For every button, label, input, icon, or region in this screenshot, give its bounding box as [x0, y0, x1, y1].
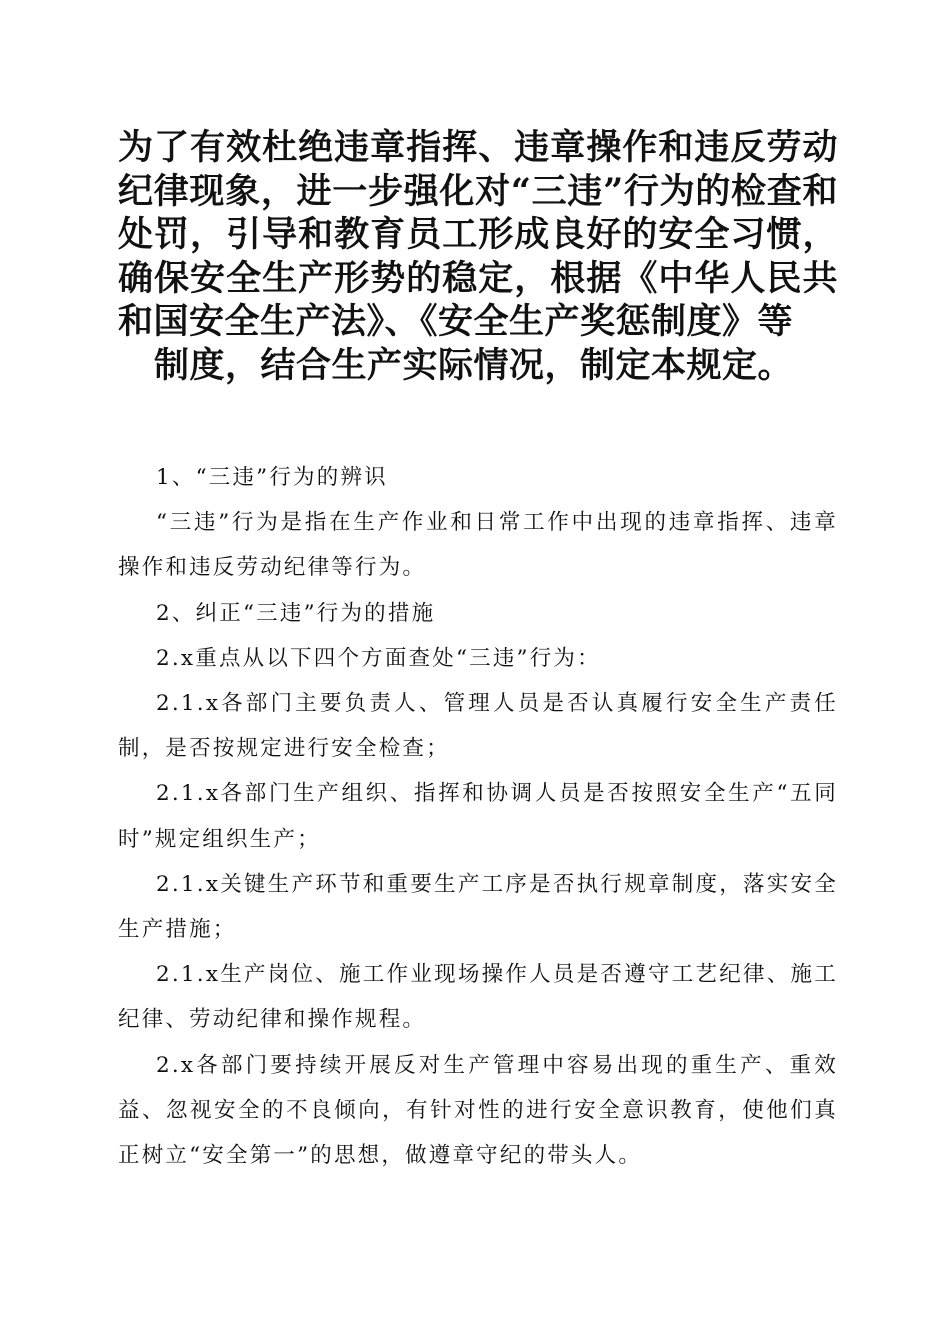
title-line: 确保安全生产形势的稳定，根据《中华人民共 [118, 257, 838, 299]
title-line: 制度，结合生产实际情况，制定本规定。 [154, 344, 794, 386]
paragraph: “三违”行为是指在生产作业和日常工作中出现的违章指挥、违章操作和违反劳动纪律等行为。 [118, 510, 838, 581]
paragraph: 2.1.x各部门生产组织、指挥和协调人员是否按照安全生产“五同时”规定组织生产； [118, 781, 838, 852]
document-body [118, 455, 838, 1178]
title-line: 和处罚，引导和教育员工形成良好的安全习惯， [118, 170, 838, 255]
title-line: 和国安全生产法》、《安全生产奖惩制度》等 [118, 301, 794, 342]
paragraph: 2.1.x关键生产环节和重要生产工序是否执行规章制度，落实安全生产措施； [118, 871, 838, 943]
paragraph: 2.1.x各部门主要负责人、管理人员是否认真履行安全生产责任制，是否按规定进行安全检查； [118, 691, 838, 762]
title-line: 纪律现象，进一步强化对“三违”行为的检查 [118, 170, 803, 212]
paragraph: 2.1.x生产岗位、施工作业现场操作人员是否遵守工艺纪律、施工纪律、劳动纪律和操作规程。 [118, 962, 838, 1033]
section-heading: 2、纠正“三违”行为的措施 [156, 600, 436, 626]
section-heading: 1、“三违”行为的辨识 [156, 465, 388, 490]
paragraph: 2.x重点从以下四个方面查处“三违”行为： [156, 645, 601, 671]
document-title [118, 126, 838, 387]
paragraph: 2.x各部门要持续开展反对生产管理中容易出现的重生产、重效益、忽视安全的不良倾向，有针对性的进行安全意识教育，使他们真正树立“安全第一”的思想，做遵章守纪的带头人。 [118, 1052, 838, 1169]
title-line: 为了有效杜绝违章指挥、违章操作和违反劳动 [118, 127, 838, 168]
